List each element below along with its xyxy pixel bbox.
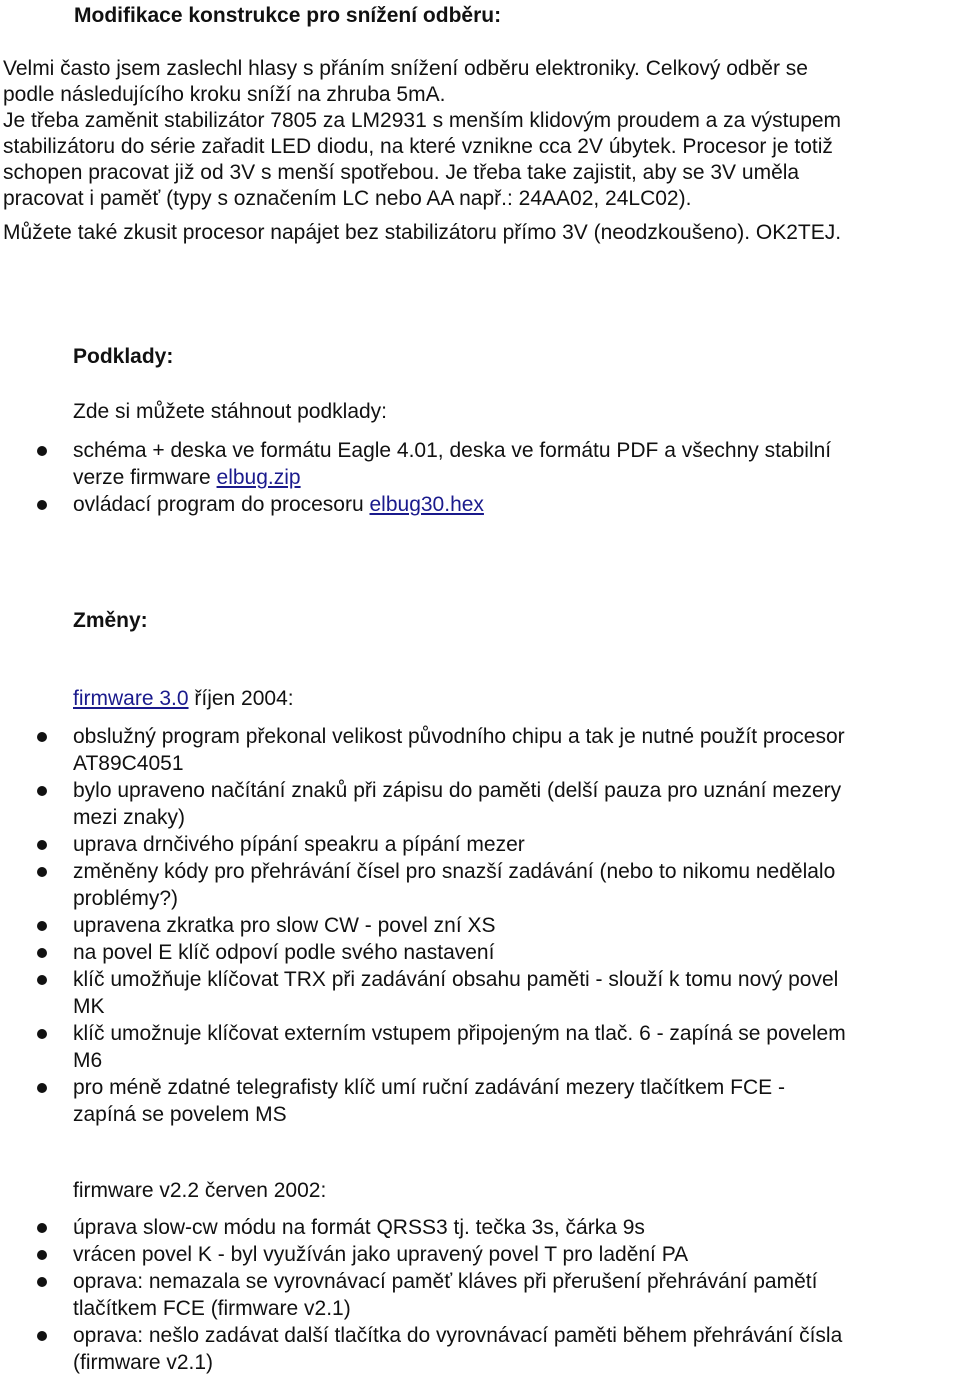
bullet-dot-icon: [37, 840, 47, 850]
elbug-zip-link[interactable]: elbug.zip: [216, 466, 301, 489]
list-item: schéma + deska ve formátu Eagle 4.01, deska ve formátu PDF a všechny stabilní verze firmware elbug.zip: [0, 437, 960, 491]
intro-line: Je třeba zaměnit stabilizátor 7805 za LM2931 s menším klidovým proudem a za výstupem: [3, 109, 842, 132]
section-heading-modification: Modifikace konstrukce pro snížení odběru:: [74, 4, 502, 27]
list-item-text: bylo upraveno načítání znaků při zápisu do paměti (delší pauza pro uznání mezery: [73, 779, 842, 802]
list-item-text: pro méně zdatné telegrafisty klíč umí ruční zadávání mezery tlačítkem FCE -: [73, 1076, 785, 1099]
firmware-22-heading: firmware v2.2 červen 2002:: [73, 1179, 327, 1202]
bullet-dot-icon: [37, 1250, 47, 1260]
list-item-text: uprava drnčivého pípání speakru a pípání mezer: [73, 833, 525, 856]
intro-line: podle následujícího kroku sníží na zhruba 5mA.: [3, 83, 446, 106]
list-item-text: obslužný program překonal velikost původního chipu a tak je nutné použít procesor: [73, 725, 845, 748]
intro-paragraphs: [3, 56, 958, 246]
list-item: [0, 1241, 960, 1268]
bullet-dot-icon: [37, 867, 47, 877]
list-item-text: AT89C4051: [73, 752, 184, 775]
list-item: [0, 1214, 960, 1241]
list-item: [0, 1268, 960, 1322]
bullet-dot-icon: [37, 1083, 47, 1093]
intro-last-line: Můžete také zkusit procesor napájet bez stabilizátoru přímo 3V (neodzkoušeno). OK2TEJ.: [3, 221, 842, 244]
firmware-3-changes-list: [0, 723, 960, 1128]
list-item-text: oprava: nemazala se vyrovnávací paměť kláves při přerušení přehrávání pamětí: [73, 1270, 818, 1293]
firmware-3-link[interactable]: firmware 3.0: [73, 687, 189, 710]
list-item-text: MK: [73, 995, 105, 1018]
bullet-dot-icon: [37, 921, 47, 931]
bullet-dot-icon: [37, 1029, 47, 1039]
list-item-text: problémy?): [73, 887, 179, 910]
list-item: [0, 777, 960, 831]
bullet-dot-icon: [37, 446, 47, 456]
list-item: [0, 1074, 960, 1128]
list-item-text: vrácen povel K - byl využíván jako upravený povel T pro ladění PA: [73, 1243, 689, 1266]
section-heading-zmeny: Změny:: [73, 609, 148, 632]
list-item-text: klíč umožňuje klíčovat TRX při zadávání obsahu paměti - slouží k tomu nový povel: [73, 968, 839, 991]
list-item-text: na povel E klíč odpoví podle svého nastavení: [73, 941, 495, 964]
firmware-22-changes-list: [0, 1214, 960, 1376]
firmware-3-heading: firmware 3.0 říjen 2004:: [73, 687, 294, 710]
list-item: [0, 858, 960, 912]
list-item: [0, 966, 960, 1020]
list-item: [0, 831, 960, 858]
podklady-lead: Zde si můžete stáhnout podklady:: [73, 400, 388, 423]
downloads-list: [0, 437, 960, 518]
list-item-text: klíč umožnuje klíčovat externím vstupem připojeným na tlač. 6 - zapíná se povelem: [73, 1022, 846, 1045]
list-item: [0, 912, 960, 939]
bullet-dot-icon: [37, 786, 47, 796]
intro-line: stabilizátoru do série zařadit LED diodu, na které vznikne cca 2V úbytek. Procesor je totiž: [3, 135, 833, 158]
bullet-dot-icon: [37, 948, 47, 958]
list-item: [0, 939, 960, 966]
intro-line: pracovat i paměť (typy s označením LC nebo AA např.: 24AA02, 24LC02).: [3, 187, 692, 210]
bullet-dot-icon: [37, 1277, 47, 1287]
list-item-text: tlačítkem FCE (firmware v2.1): [73, 1297, 351, 1320]
intro-line: Velmi často jsem zaslechl hlasy s přáním snížení odběru elektroniky. Celkový odběr se: [3, 57, 808, 80]
bullet-dot-icon: [37, 975, 47, 985]
bullet-dot-icon: [37, 1331, 47, 1341]
list-item: [0, 1020, 960, 1074]
list-item: [0, 1322, 960, 1376]
list-item-text: změněny kódy pro přehrávání čísel pro snazší zadávání (nebo to nikomu nedělalo: [73, 860, 836, 883]
list-item-text: úprava slow-cw módu na formát QRSS3 tj. tečka 3s, čárka 9s: [73, 1216, 645, 1239]
intro-line: schopen pracovat již od 3V s menší spotřebou. Je třeba take zajistit, aby se 3V uměla: [3, 161, 800, 184]
elbug30-hex-link[interactable]: elbug30.hex: [369, 493, 484, 516]
bullet-dot-icon: [37, 500, 47, 510]
bullet-dot-icon: [37, 1223, 47, 1233]
list-item-text: zapíná se povelem MS: [73, 1103, 287, 1126]
section-heading-podklady: Podklady:: [73, 345, 174, 368]
bullet-dot-icon: [37, 732, 47, 742]
list-item-text: upravena zkratka pro slow CW - povel zní XS: [73, 914, 496, 937]
list-item-text: (firmware v2.1): [73, 1351, 214, 1374]
list-item-text: mezi znaky): [73, 806, 186, 829]
list-item: ovládací program do procesoru elbug30.hex: [0, 491, 960, 518]
list-item-text: oprava: nešlo zadávat další tlačítka do vyrovnávací paměti během přehrávání čísla: [73, 1324, 843, 1347]
list-item-text: M6: [73, 1049, 103, 1072]
list-item: [0, 723, 960, 777]
